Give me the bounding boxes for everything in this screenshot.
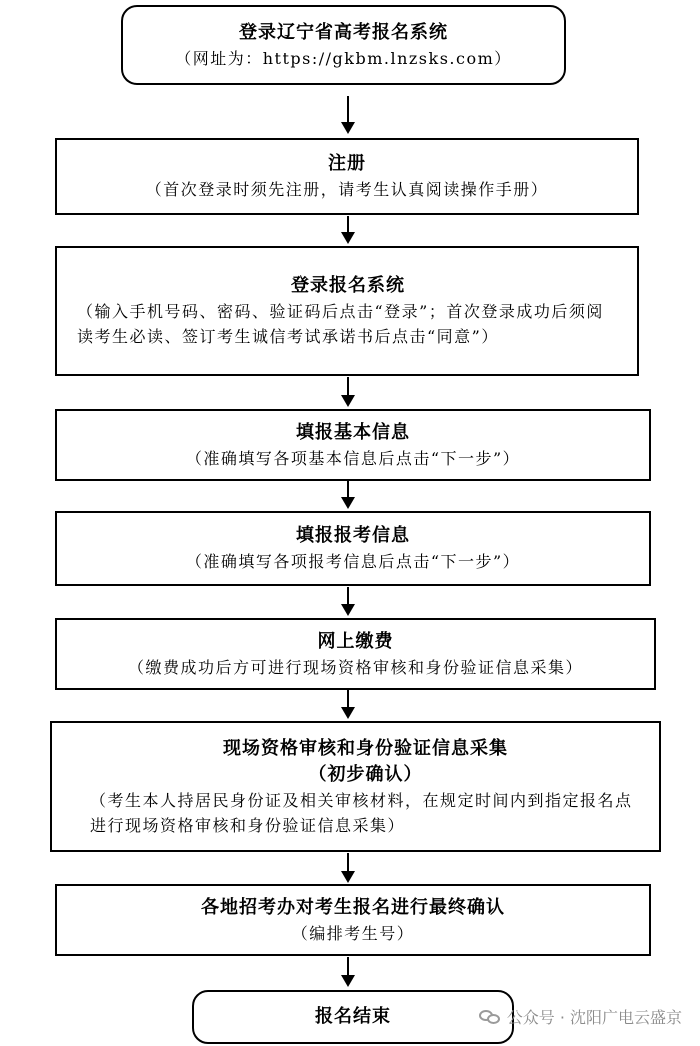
flow-final-confirm-title: 各地招考办对考生报名进行最终确认 [201,896,505,918]
arrow-6 [341,690,355,719]
flow-final-confirm-desc: （编排考生号） [291,923,415,943]
flow-start-desc: （网址为：https://gkbm.lnzsks.com） [175,48,512,68]
flow-login-box [55,246,639,376]
flow-start-box [121,5,566,85]
flow-register-box [55,138,639,215]
arrow-7 [341,853,355,883]
flow-final-confirm-box [55,884,651,956]
flow-onsite-subtitle: （初步确认） [308,763,423,785]
flow-basic-info-title: 填报基本信息 [296,421,410,443]
arrow-5 [341,587,355,616]
flow-onsite-box [50,721,661,852]
arrow-4 [341,481,355,509]
flow-end-title: 报名结束 [315,1006,391,1027]
flow-start-title: 登录辽宁省高考报名系统 [239,21,448,43]
arrow-1 [341,96,355,134]
arrow-8 [341,957,355,987]
flow-onsite-desc: （考生本人持居民身份证及相关审核材料，在规定时间内到指定报名点进行现场资格审核和身份验证信息采集） [90,790,633,835]
wechat-icon [479,1008,501,1026]
flow-end-box [192,990,514,1044]
flow-login-title: 登录报名系统 [291,275,405,296]
flow-exam-info-box [55,511,651,586]
flow-exam-info-title: 填报报考信息 [296,525,410,546]
watermark-text: 公众号 · 沈阳广电云盛京 [506,1008,682,1027]
flow-payment-title: 网上缴费 [317,630,394,652]
arrow-2 [341,216,355,244]
arrow-3 [341,377,355,407]
flow-register-desc: （首次登录时须先注册，请考生认真阅读操作手册） [145,180,549,199]
flow-payment-box [55,618,656,690]
flow-exam-info-desc: （准确填写各项报考信息后点击“下一步”） [185,552,521,571]
flow-payment-desc: （缴费成功后方可进行现场资格审核和身份验证信息采集） [127,657,583,677]
flow-basic-info-box [55,409,651,481]
watermark [479,1005,682,1028]
flow-register-title: 注册 [328,153,366,174]
flow-basic-info-desc: （准确填写各项基本信息后点击“下一步”） [185,448,521,468]
flow-onsite-title: 现场资格审核和身份验证信息采集 [223,737,508,759]
flow-login-desc: （输入手机号码、密码、验证码后点击“登录”；首次登录成功后须阅读考生必读、签订考生诚信考试承诺书后点击“同意”） [77,302,604,346]
